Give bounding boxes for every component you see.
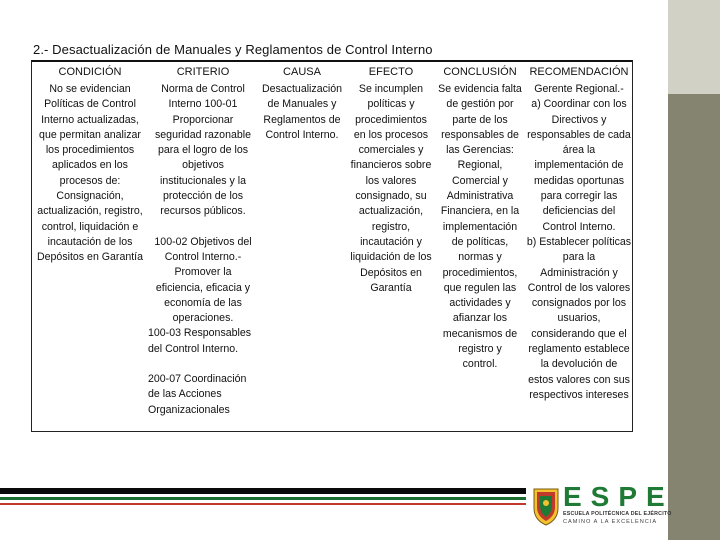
cell-line: afianzar los	[452, 312, 508, 325]
header-conclusion: CONCLUSIÓN	[443, 66, 517, 78]
sidebar-light-band	[668, 0, 720, 94]
cell-line: protección de los	[162, 190, 244, 203]
cell-line: operaciones.	[172, 312, 234, 325]
cell-line: las Gerencias:	[446, 144, 514, 157]
cell-line: Proporcionar	[172, 113, 234, 126]
cell-line: Depósitos en	[360, 266, 422, 279]
cell-line: aplicados en los	[52, 159, 128, 172]
cell-line: No se evidencian	[49, 83, 131, 95]
cell-line: consignado, su	[355, 190, 427, 203]
cell-line: responsables de	[441, 128, 519, 141]
cell-line: liquidación de los	[350, 251, 432, 264]
criterio-norma-200-07	[148, 372, 258, 418]
cell-line: para el logro de los	[157, 144, 249, 157]
cell-line: consignados por los	[531, 297, 627, 310]
cell-line: reglamento establece	[528, 343, 630, 356]
cell-line: control.	[462, 358, 498, 371]
cell-line: procedimientos,	[442, 266, 518, 279]
decorative-sidebar	[668, 0, 720, 540]
cell-line: del Control Interno.	[148, 342, 239, 355]
cell-line: incautación de los	[47, 235, 133, 248]
cell-line: Administrativa	[446, 190, 514, 203]
cell-line: comerciales y	[358, 144, 424, 157]
cell-line: Organizacionales	[148, 403, 230, 416]
espe-wordmark: ESPE	[563, 481, 674, 512]
cell-line: políticas y	[367, 98, 415, 111]
cell-line: respectivos intereses	[529, 388, 629, 401]
cell-line: Administración y	[540, 266, 618, 279]
cell-line: a) Coordinar con los	[531, 98, 627, 111]
cell-line: Comercial y	[452, 174, 508, 187]
cell-line: registro y	[458, 343, 502, 356]
cell-line: procedimientos	[355, 113, 427, 126]
cell-line: 200-07 Coordinación	[148, 373, 247, 386]
sidebar-dark-band	[668, 94, 720, 540]
cell-line: 100-02 Objetivos del	[154, 235, 252, 248]
cell-line: control, liquidación e	[41, 220, 139, 233]
cell-line: Regional,	[457, 159, 503, 172]
footer-black-bar	[0, 488, 526, 494]
cell-line: Gerente Regional.-	[534, 83, 624, 95]
findings-table	[31, 60, 633, 432]
criterio-norma-100-01	[148, 82, 258, 220]
cell-line: en los procesos	[353, 128, 429, 141]
cell-line: procesos de:	[59, 174, 121, 187]
cell-line: deficiencias del	[542, 205, 616, 218]
cell-line: Control Interno.	[542, 220, 616, 233]
cell-line: estos valores con sus	[528, 373, 630, 386]
cell-line: Financiera, en la	[440, 205, 520, 218]
cell-line: Políticas de Control	[44, 98, 136, 111]
cell-line: de políticas,	[451, 235, 509, 248]
shield-crest-icon	[532, 486, 560, 526]
footer-red-bar	[0, 503, 526, 505]
column-criterio	[148, 82, 258, 418]
cell-line: considerando que el	[531, 327, 627, 340]
cell-line: Control de los valores	[527, 281, 631, 294]
espe-logo	[530, 481, 674, 530]
cell-line: área la	[562, 144, 596, 157]
criterio-norma-100-02	[148, 235, 258, 327]
cell-line: b) Establecer políticas	[526, 235, 632, 248]
cell-line: financieros sobre	[350, 159, 432, 172]
column-efecto	[346, 82, 436, 296]
slide-title: 2.- Desactualización de Manuales y Reglamentos de Control Interno	[33, 42, 433, 57]
cell-line: 100-03 Responsables	[148, 327, 252, 340]
cell-line: Interno 100-01	[168, 98, 238, 111]
cell-line: de gestión por	[446, 98, 514, 111]
cell-line: Desactualización	[261, 83, 343, 95]
cell-line: medidas oportunas	[533, 174, 625, 187]
cell-line: que permitan analizar	[39, 128, 141, 141]
header-causa: CAUSA	[283, 66, 321, 78]
cell-line: Consignación,	[56, 190, 124, 203]
cell-line: Interno actualizadas,	[41, 113, 139, 126]
header-condicion: CONDICIÓN	[58, 66, 122, 78]
cell-line: implementación de	[534, 159, 624, 172]
cell-line: actualización,	[358, 205, 424, 218]
cell-line: de Manuales y	[267, 98, 337, 111]
cell-line: Garantía	[370, 281, 412, 294]
criterio-norma-100-03	[148, 326, 258, 357]
cell-line: de las Acciones	[148, 388, 222, 401]
cell-line: Se evidencia falta	[438, 83, 522, 95]
cell-line: Control Interno.-	[164, 250, 242, 263]
cell-line: institucionales y la	[160, 174, 246, 187]
cell-line: implementación	[442, 220, 518, 233]
cell-line: que regulen las	[443, 281, 517, 294]
cell-line: Directivos y	[551, 113, 607, 126]
cell-line: recursos públicos.	[160, 205, 246, 218]
cell-line: Norma de Control	[161, 83, 245, 95]
cell-line: los valores	[365, 174, 417, 187]
cell-line: objetivos	[182, 159, 224, 172]
header-recomendacion: RECOMENDACIÓN	[529, 66, 629, 78]
cell-line: normas y	[458, 251, 502, 264]
espe-motto: CAMINO A LA EXCELENCIA	[563, 519, 658, 525]
cell-line: economía de las	[164, 296, 242, 309]
cell-line: para corregir las	[540, 190, 618, 203]
footer-green-bar	[0, 497, 526, 500]
cell-line: Control Interno.	[265, 128, 339, 141]
cell-line: registro,	[371, 220, 411, 233]
cell-line: eficiencia, eficacia y	[155, 281, 251, 294]
cell-line: Se incumplen	[358, 83, 424, 95]
cell-line: actualización, registro,	[37, 205, 143, 218]
cell-line: usuarios,	[557, 312, 601, 325]
cell-line: para la	[562, 251, 596, 264]
column-causa	[258, 82, 346, 143]
cell-line: mecanismos de	[442, 327, 518, 340]
column-recomendacion	[524, 82, 634, 403]
cell-line: actividades y	[449, 297, 511, 310]
cell-line: incautación y	[360, 235, 422, 248]
cell-line: seguridad razonable	[154, 128, 251, 141]
cell-line: responsables de cada	[527, 128, 631, 141]
cell-line: la devolución de	[540, 358, 618, 371]
espe-institution-name: ESCUELA POLITÉCNICA DEL EJÉRCITO	[563, 511, 672, 517]
cell-line: Promover la	[174, 266, 232, 279]
header-efecto: EFECTO	[368, 66, 414, 78]
cell-line: los procedimientos	[45, 144, 135, 157]
column-condicion	[32, 82, 148, 266]
cell-line: Reglamentos de	[263, 113, 341, 126]
cell-line: Depósitos en Garantía	[37, 251, 143, 264]
column-conclusion	[436, 82, 524, 373]
header-criterio: CRITERIO	[176, 66, 230, 78]
cell-line: parte de los	[452, 113, 508, 126]
